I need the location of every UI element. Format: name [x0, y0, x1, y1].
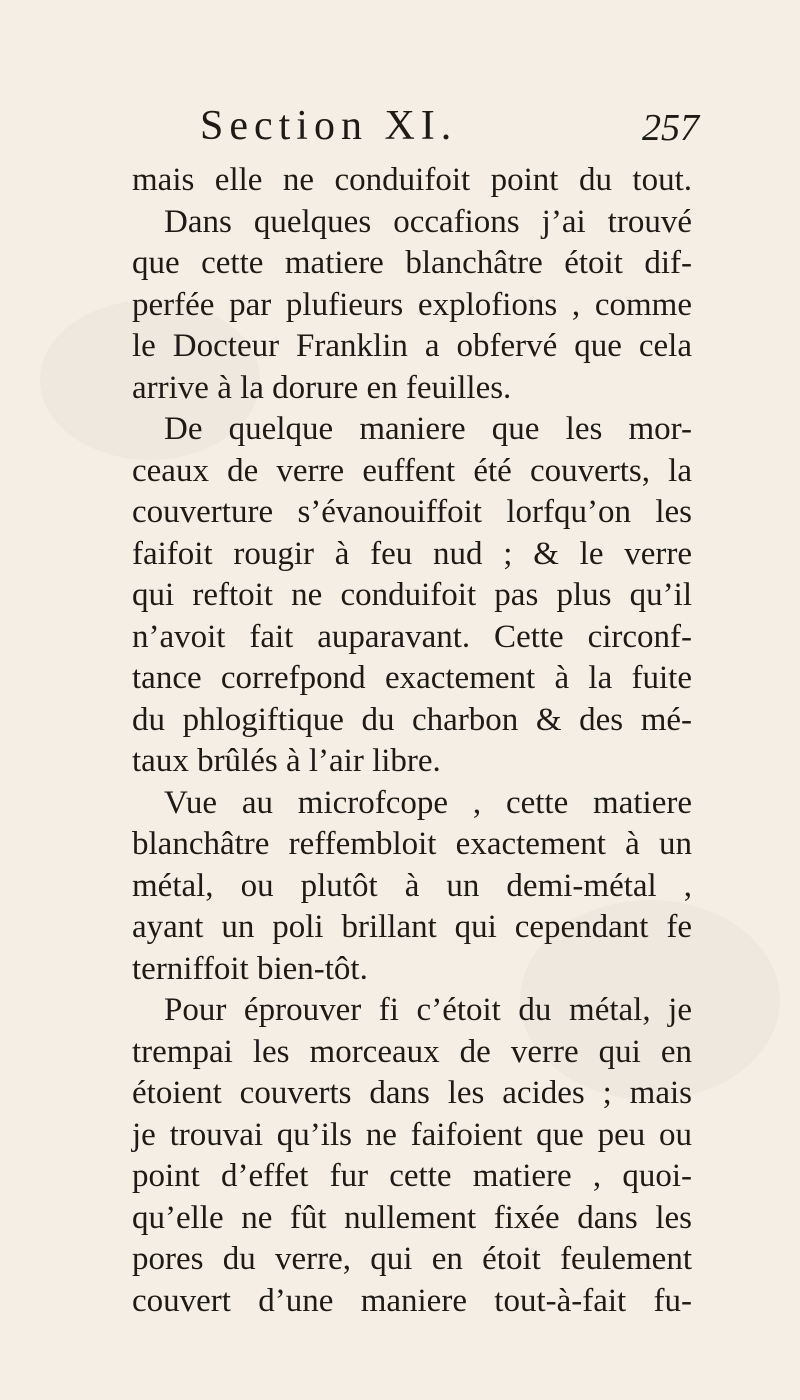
text-line: pores du verre, qui en étoit feulement [132, 1241, 692, 1277]
text-line: métal, ou plutôt à un demi-métal , [132, 867, 692, 904]
text-line: tance correfpond exactement à la fuite [132, 660, 692, 696]
text-line: le Docteur Franklin a obfervé que cela [132, 328, 692, 364]
section-title: Section XI. [200, 103, 458, 149]
text-line: couverture s’évanouiffoit lorfqu’on les [132, 494, 692, 530]
page-number: 257 [642, 107, 699, 149]
body-text [132, 160, 692, 1322]
text-line: n’avoit fait auparavant. Cette circonf- [132, 618, 692, 655]
text-line: qu’elle ne fût nullement fixée dans les [132, 1199, 692, 1236]
text-line: arrive à la dorure en feuilles. [132, 369, 512, 406]
text-line: Pour éprouver fi c’étoit du métal, je [164, 992, 692, 1028]
text-line: couvert d’une maniere tout-à-fait fu- [132, 1282, 692, 1319]
text-line: trempai les morceaux de verre qui en [132, 1033, 692, 1070]
text-line: mais elle ne conduifoit point du tout. [132, 162, 692, 198]
text-line: blanchâtre reffembloit exactement à un [132, 826, 692, 862]
text-line: faifoit rougir à feu nud ; & le verre [132, 535, 692, 572]
text-line: que cette matiere blanchâtre étoit dif- [132, 245, 692, 281]
text-line: taux brûlés à l’air libre. [132, 743, 441, 779]
text-line: qui reftoit ne conduifoit pas plus qu’il [132, 577, 692, 613]
text-line: du phlogiftique du charbon & des mé- [132, 701, 692, 738]
running-header [0, 102, 800, 150]
text-line: étoient couverts dans les acides ; mais [132, 1075, 692, 1111]
text-line: ayant un poli brillant qui cependant fe [132, 909, 692, 945]
text-line: perfée par plufieurs explofions , comme [132, 286, 692, 323]
text-line: point d’effet fur cette matiere , quoi- [132, 1158, 692, 1194]
text-line: terniffoit bien-tôt. [132, 950, 368, 987]
text-line: Dans quelques occafions j’ai trouvé [164, 203, 692, 240]
text-line: ceaux de verre euffent été couverts, la [132, 452, 692, 489]
text-line: Vue au microfcope , cette matiere [164, 784, 692, 821]
text-line: je trouvai qu’ils ne faifoient que peu ou [132, 1116, 692, 1153]
text-line: De quelque maniere que les mor- [164, 411, 692, 447]
